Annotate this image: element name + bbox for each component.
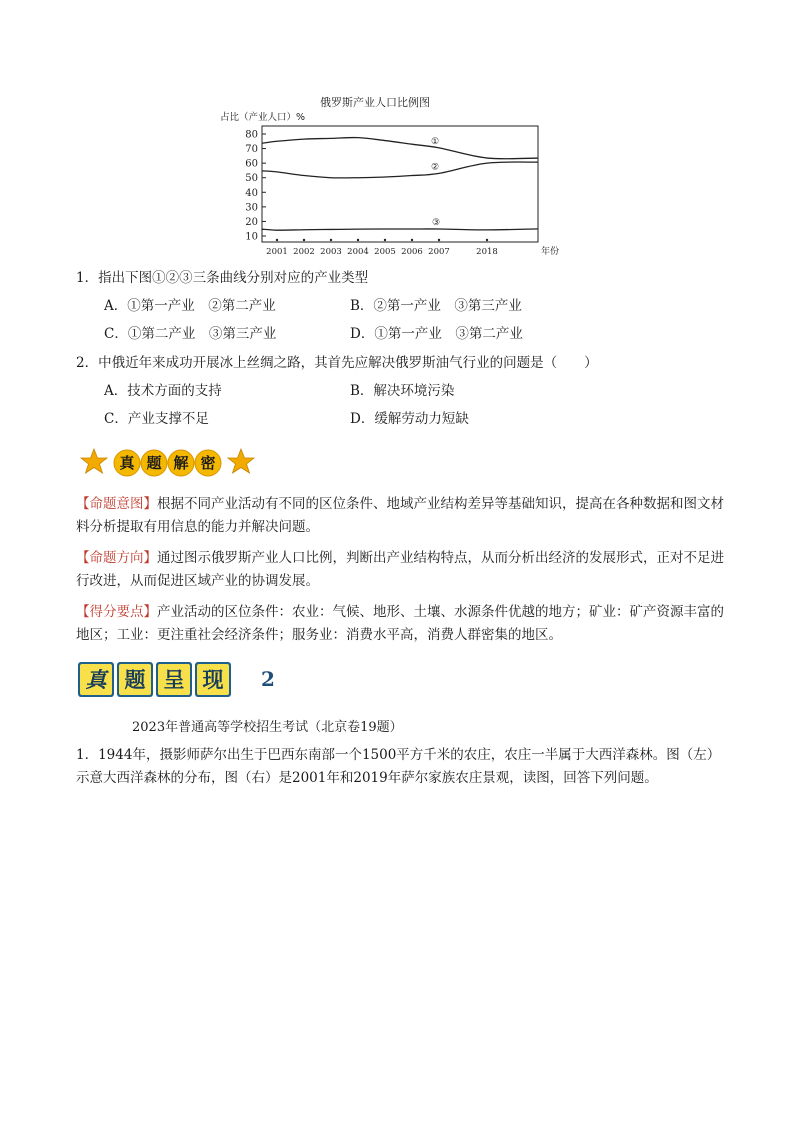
badge-char: 现 xyxy=(202,667,224,692)
x-tick-label: 2005 xyxy=(374,247,396,257)
y-tick-label: 80 xyxy=(245,129,258,141)
analysis-direction xyxy=(76,547,726,593)
question-3 xyxy=(76,744,726,790)
question-1 xyxy=(76,268,368,288)
plot-frame xyxy=(262,126,538,242)
option-text: 产业支撑不足 xyxy=(127,411,209,427)
chart-y-axis-label: 占比（产业人口）% xyxy=(220,112,306,123)
option-a[interactable] xyxy=(104,381,222,401)
y-tick-label: 30 xyxy=(245,202,258,214)
x-tick-mark xyxy=(303,239,305,241)
option-text: ②第一产业 ③第三产业 xyxy=(373,298,522,314)
y-tick-label: 70 xyxy=(245,144,258,156)
analysis-text: 根据不同产业活动有不同的区位条件、地域产业结构差异等基础知识，提高在各种数据和图文材料分析提取有用信息的能力并解决问题。 xyxy=(76,496,724,535)
x-tick-label: 2018 xyxy=(476,247,498,257)
option-letter: C． xyxy=(104,411,128,427)
option-letter: A． xyxy=(104,298,128,314)
section-badge-analysis xyxy=(80,443,255,483)
option-text: ①第一产业 ②第二产业 xyxy=(127,298,276,314)
x-tick-mark xyxy=(384,239,386,241)
star-icon xyxy=(228,449,254,473)
option-b[interactable] xyxy=(350,381,454,401)
analysis-text: 通过图示俄罗斯产业人口比例，判断出产业结构特点，从而分析出经济的发展形式，正对不足进行改进，从而促进区域产业的协调发展。 xyxy=(76,550,724,589)
series-line xyxy=(262,138,538,159)
x-tick-label: 2003 xyxy=(320,247,342,257)
x-axis-label: 年份 xyxy=(541,247,560,257)
analysis-key-points xyxy=(76,601,726,647)
y-tick-label: 10 xyxy=(245,231,258,243)
question-text: 中俄近年来成功开展冰上丝绸之路，其首先应解决俄罗斯油气行业的问题是（ ） xyxy=(98,355,598,371)
analysis-label: 【命题意图】 xyxy=(76,496,157,512)
x-tick-mark xyxy=(438,239,440,241)
badge-char: 题 xyxy=(124,667,146,692)
series-label: ② xyxy=(430,162,440,173)
analysis-text: 产业活动的区位条件：农业：气候、地形、土壤、水源条件优越的地方；矿业：矿产资源丰富的地区；工业：更注重社会经济条件；服务业：消费水平高，消费人群密集的地区。 xyxy=(76,604,724,643)
section-badge-presentation xyxy=(76,658,236,700)
question-text: 1944年，摄影师萨尔出生于巴西东南部一个1500平方千米的农庄，农庄一半属于大西洋森林。图（左）示意大西洋森林的分布，图（右）是2001年和2019年萨尔家族农庄景观，读图，回答下列问题。 xyxy=(76,747,721,786)
y-tick-label: 60 xyxy=(245,158,258,170)
x-tick-label: 2002 xyxy=(293,247,315,257)
option-letter: A． xyxy=(104,383,128,399)
exam-source-title: 2023年普通高等学校招生考试（北京卷19题） xyxy=(132,720,403,735)
y-tick-label: 40 xyxy=(245,187,258,199)
x-tick-label: 2007 xyxy=(428,247,450,257)
option-letter: B． xyxy=(350,383,374,399)
option-c[interactable] xyxy=(104,409,209,429)
x-tick-mark xyxy=(411,239,413,241)
question-2 xyxy=(76,353,598,373)
option-text: 解决环境污染 xyxy=(373,383,455,399)
population-line-chart xyxy=(220,118,560,260)
badge-char: 真 xyxy=(119,454,135,472)
analysis-label: 【命题方向】 xyxy=(76,550,157,566)
x-tick-mark xyxy=(330,239,332,241)
option-text: ①第二产业 ③第三产业 xyxy=(127,326,277,342)
badge-char: 题 xyxy=(146,454,162,472)
question-number: 2． xyxy=(76,355,99,371)
badge-char: 解 xyxy=(173,454,189,472)
option-letter: C． xyxy=(104,326,128,342)
option-letter: D． xyxy=(350,411,375,427)
badge-char: 密 xyxy=(200,454,216,472)
series-label: ③ xyxy=(431,218,441,229)
x-tick-mark xyxy=(486,239,488,241)
section-number: 2 xyxy=(261,667,275,691)
x-tick-label: 2006 xyxy=(401,247,423,257)
option-text: 技术方面的支持 xyxy=(127,383,222,399)
x-tick-mark xyxy=(276,239,278,241)
option-letter: D． xyxy=(350,326,375,342)
question-number: 1． xyxy=(76,747,99,763)
y-tick-label: 50 xyxy=(245,173,258,185)
question-text: 指出下图①②③三条曲线分别对应的产业类型 xyxy=(98,270,369,286)
option-d[interactable] xyxy=(350,409,469,429)
badge-char: 真 xyxy=(85,667,107,692)
series-line xyxy=(262,229,538,230)
x-tick-label: 2001 xyxy=(266,247,288,257)
chart-title: 俄罗斯产业人口比例图 xyxy=(320,96,430,109)
x-tick-label: 2004 xyxy=(347,247,369,257)
option-text: ①第一产业 ③第二产业 xyxy=(374,326,523,342)
analysis-intent xyxy=(76,493,726,539)
series-line xyxy=(262,162,538,178)
option-a[interactable] xyxy=(104,296,276,316)
question-number: 1． xyxy=(76,270,99,286)
option-letter: B． xyxy=(350,298,374,314)
option-c[interactable] xyxy=(104,324,276,344)
badge-char: 呈 xyxy=(163,667,185,692)
option-d[interactable] xyxy=(350,324,523,344)
x-tick-mark xyxy=(357,239,359,241)
option-b[interactable] xyxy=(350,296,522,316)
y-tick-label: 20 xyxy=(245,216,258,228)
star-icon xyxy=(81,449,107,473)
option-text: 缓解劳动力短缺 xyxy=(374,411,469,427)
analysis-label: 【得分要点】 xyxy=(76,604,157,620)
series-label: ① xyxy=(430,136,440,147)
